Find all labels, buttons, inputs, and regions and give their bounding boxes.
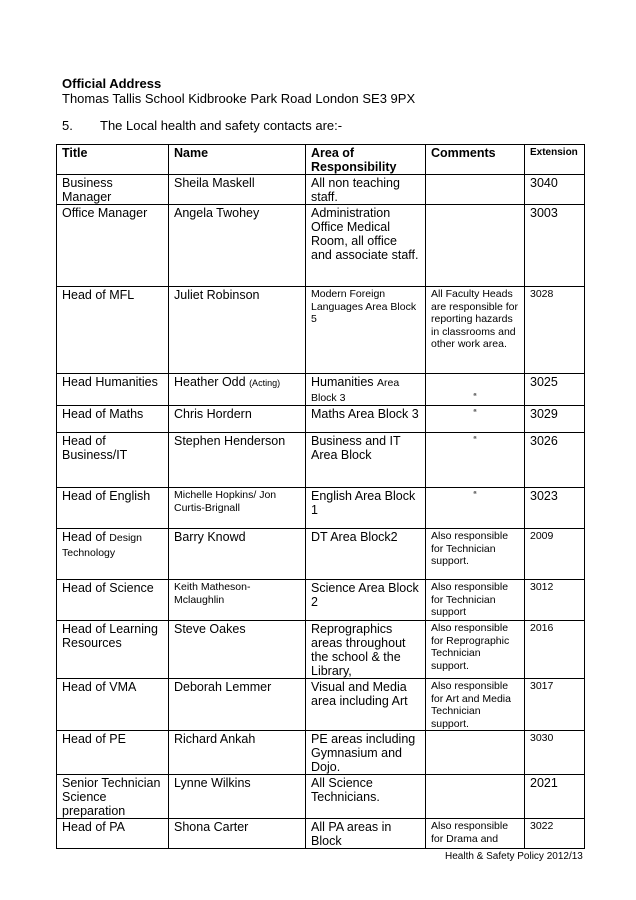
cell-comments: Also responsible for Technician support: [426, 580, 525, 621]
cell-extension: 2021: [525, 775, 585, 819]
table-row: [57, 488, 585, 529]
cell-title: Head of English: [57, 488, 169, 529]
header-area: Area of Responsibility: [306, 145, 426, 175]
cell-title: Business Manager: [57, 175, 169, 205]
cell-title: Head of Learning Resources: [57, 621, 169, 679]
cell-title: Head of PE: [57, 731, 169, 775]
paragraph-text: The Local health and safety contacts are:-: [100, 118, 343, 133]
table-row: [57, 529, 585, 580]
cell-name: Chris Hordern: [169, 406, 306, 433]
acting-note: (Acting): [249, 378, 281, 388]
table-row: [57, 621, 585, 679]
cell-extension: 3028: [525, 287, 585, 374]
cell-area: PE areas including Gymnasium and Dojo.: [306, 731, 426, 775]
school-address: Thomas Tallis School Kidbrooke Park Road London SE3 9PX: [62, 91, 416, 106]
table-row: [57, 775, 585, 819]
cell-extension: 3012: [525, 580, 585, 621]
table-row: [57, 205, 585, 287]
cell-area: [306, 374, 426, 406]
cell-area: Science Area Block 2: [306, 580, 426, 621]
table-row: [57, 175, 585, 205]
contacts-paragraph: [62, 118, 342, 133]
cell-name: Richard Ankah: [169, 731, 306, 775]
cell-area: Maths Area Block 3: [306, 406, 426, 433]
cell-title: Office Manager: [57, 205, 169, 287]
cell-comments: Also responsible for Reprographic Technician support.: [426, 621, 525, 679]
cell-comments: All Faculty Heads are responsible for reporting hazards in classrooms and other work area.: [426, 287, 525, 374]
header-comments: Comments: [426, 145, 525, 175]
cell-area: All Science Technicians.: [306, 775, 426, 819]
title-text: Head of: [62, 530, 106, 544]
cell-title: Head of PA: [57, 819, 169, 849]
cell-extension: 3003: [525, 205, 585, 287]
cell-name: Keith Matheson-Mclaughlin: [169, 580, 306, 621]
cell-area: Administration Office Medical Room, all office and associate staff.: [306, 205, 426, 287]
cell-area: Reprographics areas throughout the school & the Library,: [306, 621, 426, 679]
cell-area: Visual and Media area including Art: [306, 679, 426, 731]
cell-name: Shona Carter: [169, 819, 306, 849]
cell-name: Michelle Hopkins/ Jon Curtis-Brignall: [169, 488, 306, 529]
table-row: [57, 819, 585, 849]
table-row: [57, 433, 585, 488]
cell-extension: 3026: [525, 433, 585, 488]
cell-name: [169, 374, 306, 406]
cell-name: Lynne Wilkins: [169, 775, 306, 819]
heading-official-address: Official Address: [62, 76, 162, 91]
cell-title: Senior Technician Science preparation: [57, 775, 169, 819]
cell-area: All PA areas in Block: [306, 819, 426, 849]
cell-title: [57, 529, 169, 580]
cell-name: Barry Knowd: [169, 529, 306, 580]
cell-comments: [426, 205, 525, 287]
area-small-text: Area Block 3: [311, 377, 400, 404]
cell-comments: [426, 775, 525, 819]
cell-area: All non teaching staff.: [306, 175, 426, 205]
cell-extension: 3040: [525, 175, 585, 205]
cell-title: Head of Science: [57, 580, 169, 621]
cell-comments: [426, 175, 525, 205]
table-row: [57, 374, 585, 406]
cell-comments: Also responsible for Technician support.: [426, 529, 525, 580]
table-row: [57, 580, 585, 621]
table-row: [57, 287, 585, 374]
table-row: [57, 679, 585, 731]
cell-comments: [426, 731, 525, 775]
cell-comments: “: [426, 433, 525, 488]
header-name: Name: [169, 145, 306, 175]
cell-name: Juliet Robinson: [169, 287, 306, 374]
cell-comments: “: [426, 488, 525, 529]
cell-area: Business and IT Area Block: [306, 433, 426, 488]
cell-extension: 2016: [525, 621, 585, 679]
name-text: Heather Odd: [174, 375, 246, 389]
cell-comments: “: [426, 406, 525, 433]
cell-extension: 3017: [525, 679, 585, 731]
cell-title: Head Humanities: [57, 374, 169, 406]
cell-extension: 3030: [525, 731, 585, 775]
contacts-table: [56, 144, 585, 849]
cell-extension: 3023: [525, 488, 585, 529]
cell-area: DT Area Block2: [306, 529, 426, 580]
table-header-row: [57, 145, 585, 175]
title-small-text: Design Technology: [62, 532, 142, 559]
cell-extension: 2009: [525, 529, 585, 580]
area-text: Humanities: [311, 375, 374, 389]
cell-name: Stephen Henderson: [169, 433, 306, 488]
cell-comments: “: [426, 374, 525, 406]
cell-name: Sheila Maskell: [169, 175, 306, 205]
cell-title: Head of MFL: [57, 287, 169, 374]
cell-area: English Area Block 1: [306, 488, 426, 529]
table-row: [57, 731, 585, 775]
cell-title: Head of VMA: [57, 679, 169, 731]
cell-title: Head of Maths: [57, 406, 169, 433]
cell-name: Deborah Lemmer: [169, 679, 306, 731]
cell-extension: 3022: [525, 819, 585, 849]
page-footer: Health & Safety Policy 2012/13: [445, 851, 583, 862]
cell-name: Angela Twohey: [169, 205, 306, 287]
cell-extension: 3029: [525, 406, 585, 433]
cell-title: Head of Business/IT: [57, 433, 169, 488]
header-title: Title: [57, 145, 169, 175]
paragraph-number: 5.: [62, 118, 73, 133]
cell-extension: 3025: [525, 374, 585, 406]
cell-name: Steve Oakes: [169, 621, 306, 679]
cell-comments: Also responsible for Art and Media Technician support.: [426, 679, 525, 731]
cell-comments: Also responsible for Drama and: [426, 819, 525, 849]
header-extension: Extension: [525, 145, 585, 175]
cell-area: Modern Foreign Languages Area Block 5: [306, 287, 426, 374]
table-row: [57, 406, 585, 433]
